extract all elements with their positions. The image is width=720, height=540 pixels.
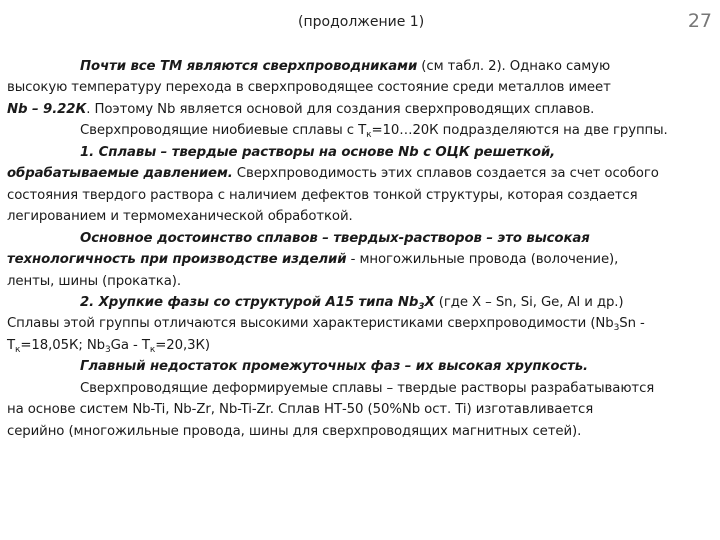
subscript: к [366,130,372,141]
paragraph-1-line-1 [7,56,714,77]
paragraph-4-line-3: ленты, шины (прокатка). [7,273,181,289]
emphasis-part: X [424,294,435,310]
body-text: Sn - [619,316,645,332]
subscript: к [15,344,21,355]
paragraph-5-line-3 [7,335,714,356]
document-body [7,56,714,442]
emphasis-text: Почти все ТМ являются сверхпроводниками [80,59,418,74]
paragraph-2-line-1 [7,120,714,141]
emphasis-text [80,295,435,310]
emphasis-part: 2. Хрупкие фазы со структурой А15 типа Nb [80,294,419,310]
paragraph-5-line-2 [7,313,714,334]
paragraph-4-line-2 [7,249,714,270]
subscript: 3 [418,301,425,312]
body-text: (где X – Sn, Si, Ge, Al и др.) [434,294,624,310]
paragraph-1-line-2: высокую температуру перехода в сверхпроводящее состояние среди металлов имеет [7,80,611,96]
subscript: 3 [105,344,111,355]
body-text: =20,3К) [155,337,210,353]
paragraph-4-line-1: Основное достоинство сплавов – твердых-растворов – это высокая [80,230,590,246]
section-title: (продолжение 1) [298,14,425,30]
body-text: - многожильные провода (волочение), [346,252,619,268]
subscript: к [149,344,156,355]
paragraph-3-line-4: легированием и термомеханической обработкой. [7,209,353,225]
body-text: Сплавы этой группы отличаются высокими характеристиками сверхпроводимости (Nb [7,316,614,332]
paragraph-1-line-3 [7,99,714,120]
paragraph-7-line-2: на основе систем Nb-Ti, Nb-Zr, Nb-Ti-Zr. Сплав НТ-50 (50%Nb ост. Ti) изготавливается [7,402,594,418]
subscript: 3 [613,323,620,334]
paragraph-3-line-2 [7,163,714,184]
body-text: =10…20К подразделяются на две группы. [371,123,668,139]
body-text: Т [7,337,16,353]
paragraph-3-line-1: 1. Сплавы – твердые растворы на основе Nb с ОЦК решеткой, [80,144,556,160]
emphasis-text: технологичность при производстве изделий [7,252,347,268]
emphasis-text: обрабатываемые давлением. [7,166,233,182]
body-text: =18,05К; Nb [20,337,106,353]
body-text: Сверхпроводимость этих сплавов создается за счет особого [232,166,659,182]
body-text: (см табл. 2). Однако самую [417,59,611,74]
body-text: Ga - Т [110,337,150,353]
paragraph-6-line-1: Главный недостаток промежуточных фаз – их высокая хрупкость. [80,359,589,375]
body-text: . Поэтому Nb является основой для создания сверхпроводящих сплавов. [86,101,595,117]
paragraph-5-line-1 [7,292,714,313]
paragraph-7-line-3: серийно (многожильные провода, шины для сверхпроводящих магнитных сетей). [7,423,582,439]
body-text: Сверхпроводящие ниобиевые сплавы с Т [80,123,367,139]
page-header [0,10,720,40]
page-number: 27 [687,10,712,32]
paragraph-7-line-1: Сверхпроводящие деформируемые сплавы – твердые растворы разрабатываются [80,380,655,396]
paragraph-3-line-3: состояния твердого раствора с наличием дефектов тонкой структуры, которая создается [7,187,638,203]
emphasis-text: Nb – 9.22К [7,101,87,117]
